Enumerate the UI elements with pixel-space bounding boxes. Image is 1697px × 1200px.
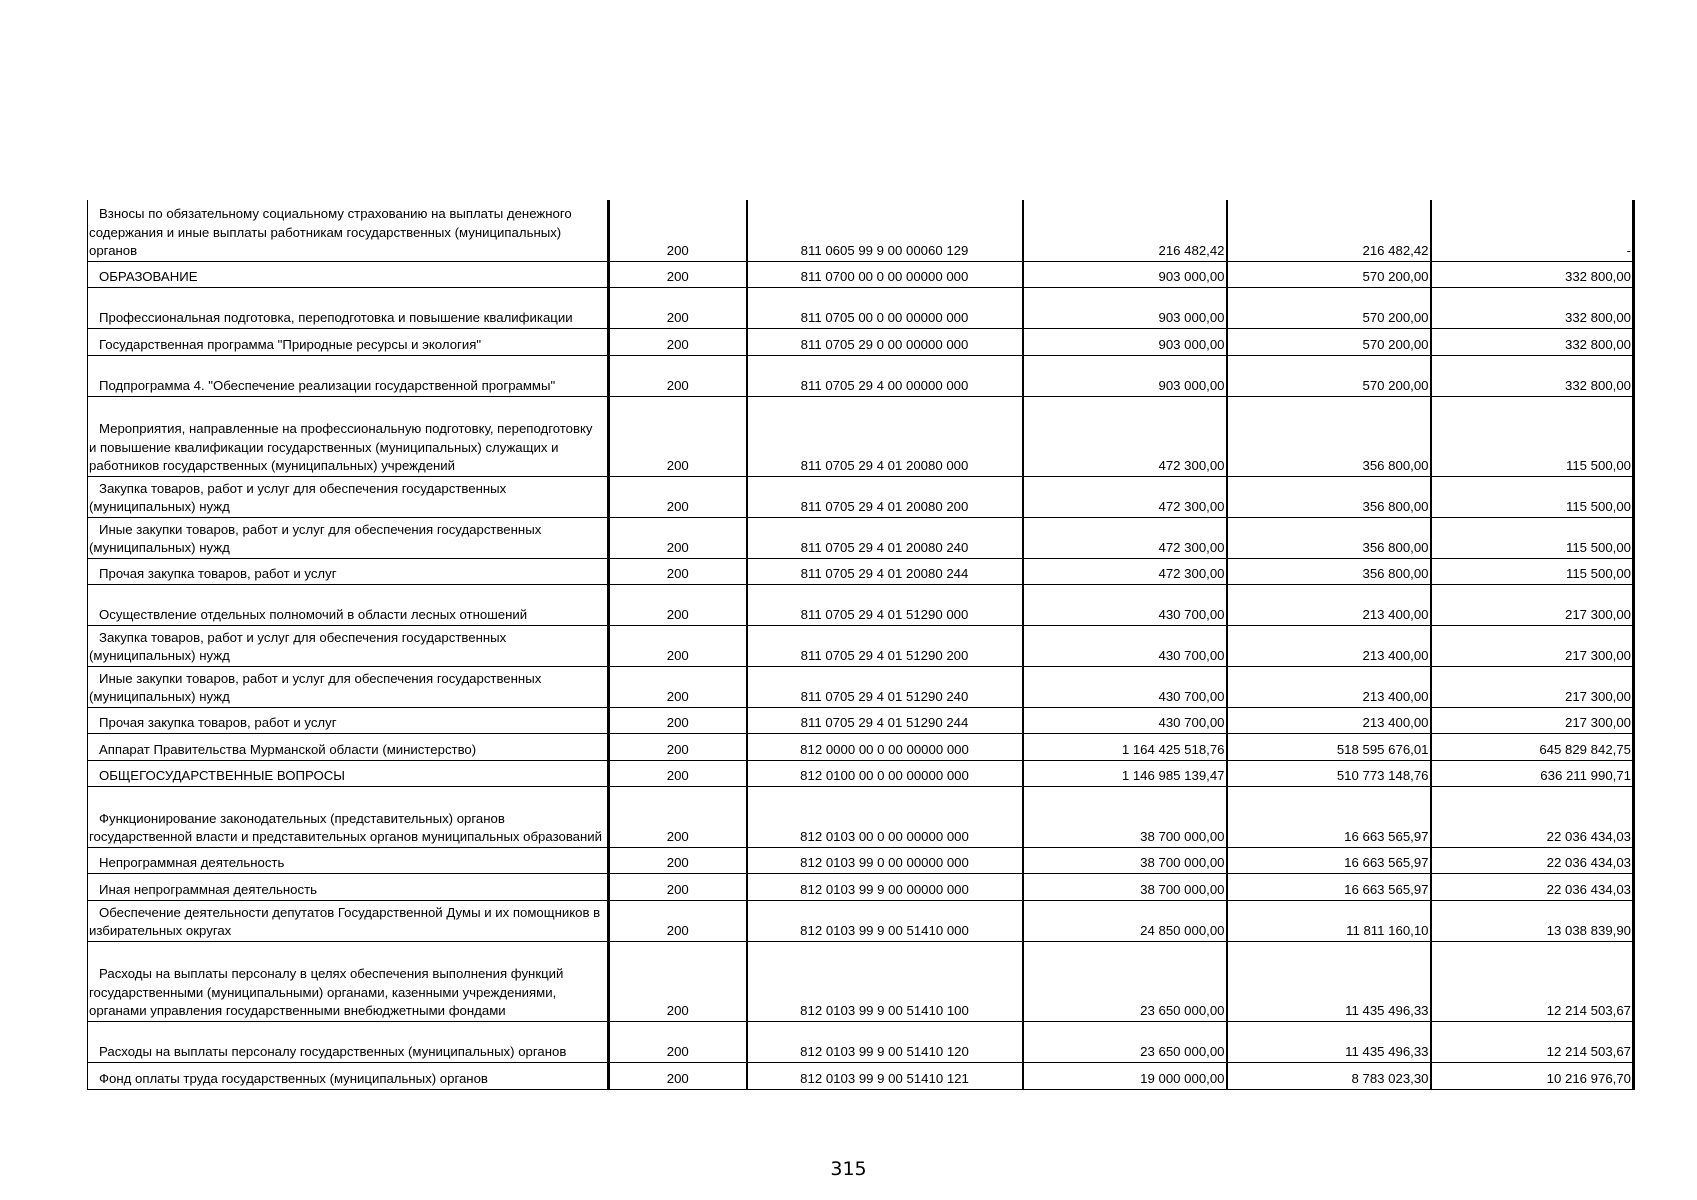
row-approved-cell: 216 482,42 (1023, 200, 1227, 261)
row-budget-code-cell: 811 0705 29 4 01 51290 240 (747, 666, 1023, 707)
row-budget-code-cell: 811 0705 29 4 01 20080 000 (747, 396, 1023, 476)
row-name-text: Расходы на выплаты персоналу в целях обеспечения выполнения функций государственными (муниципальными) органами, казенными учреждениями, органами управления государственными внебюджетными фондами (89, 966, 564, 1018)
row-executed-cell: 570 200,00 (1227, 261, 1431, 287)
row-line-code-cell: 200 (609, 1062, 747, 1089)
row-name-text: Взносы по обязательному социальному страхованию на выплаты денежного содержания и иные выплаты работникам государственных (муниципальных) органов (89, 206, 572, 258)
row-unexecuted-cell: 332 800,00 (1431, 328, 1634, 355)
row-name-text: Функционирование законодательных (представительных) органов государственной власти и представительных органов муниципальных образований (89, 810, 603, 844)
row-approved-cell: 24 850 000,00 (1023, 900, 1227, 941)
row-name-text: Непрограммная деятельность (99, 855, 285, 870)
table-row (88, 558, 1634, 584)
row-executed-cell: 570 200,00 (1227, 287, 1431, 328)
row-name-text: Мероприятия, направленные на профессиональную подготовку, переподготовку и повышение квалификации государственных (муниципальных) служащих и работников государственных (муниципальных) учреждений (89, 421, 593, 473)
row-budget-code-cell: 811 0705 00 0 00 00000 000 (747, 287, 1023, 328)
row-name-text: Прочая закупка товаров, работ и услуг (99, 566, 337, 581)
row-executed-cell: 213 400,00 (1227, 584, 1431, 625)
row-line-code-cell: 200 (609, 941, 747, 1021)
row-approved-cell: 903 000,00 (1023, 261, 1227, 287)
table-row (88, 396, 1634, 476)
table-row (88, 900, 1634, 941)
row-executed-cell: 213 400,00 (1227, 666, 1431, 707)
row-approved-cell: 1 164 425 518,76 (1023, 733, 1227, 760)
row-unexecuted-cell: 13 038 839,90 (1431, 900, 1634, 941)
table-row (88, 287, 1634, 328)
row-line-code-cell: 200 (609, 287, 747, 328)
row-name-cell (88, 707, 609, 733)
row-line-code-cell: 200 (609, 873, 747, 900)
row-line-code-cell: 200 (609, 786, 747, 847)
table-row (88, 200, 1634, 261)
row-executed-cell: 356 800,00 (1227, 396, 1431, 476)
row-approved-cell: 38 700 000,00 (1023, 873, 1227, 900)
row-executed-cell: 11 435 496,33 (1227, 941, 1431, 1021)
row-unexecuted-cell: 217 300,00 (1431, 707, 1634, 733)
row-name-cell (88, 786, 609, 847)
row-executed-cell: 356 800,00 (1227, 476, 1431, 517)
row-name-cell (88, 1021, 609, 1062)
row-approved-cell: 903 000,00 (1023, 287, 1227, 328)
table-row (88, 584, 1634, 625)
row-unexecuted-cell: 217 300,00 (1431, 625, 1634, 666)
row-executed-cell: 510 773 148,76 (1227, 760, 1431, 786)
row-line-code-cell: 200 (609, 760, 747, 786)
row-unexecuted-cell: 22 036 434,03 (1431, 847, 1634, 873)
row-budget-code-cell: 812 0100 00 0 00 00000 000 (747, 760, 1023, 786)
row-name-text: Закупка товаров, работ и услуг для обеспечения государственных (муниципальных) нужд (89, 480, 507, 514)
row-approved-cell: 1 146 985 139,47 (1023, 760, 1227, 786)
row-unexecuted-cell: - (1431, 200, 1634, 261)
row-line-code-cell: 200 (609, 584, 747, 625)
table-row (88, 941, 1634, 1021)
row-name-text: Аппарат Правительства Мурманской области (министерство) (99, 742, 477, 757)
row-name-cell (88, 517, 609, 558)
row-name-cell (88, 287, 609, 328)
row-budget-code-cell: 812 0103 99 9 00 00000 000 (747, 873, 1023, 900)
table-row (88, 847, 1634, 873)
row-budget-code-cell: 811 0705 29 4 01 20080 200 (747, 476, 1023, 517)
row-unexecuted-cell: 22 036 434,03 (1431, 873, 1634, 900)
row-budget-code-cell: 811 0705 29 4 01 51290 244 (747, 707, 1023, 733)
row-unexecuted-cell: 115 500,00 (1431, 476, 1634, 517)
row-approved-cell: 19 000 000,00 (1023, 1062, 1227, 1089)
row-line-code-cell: 200 (609, 707, 747, 733)
row-unexecuted-cell: 332 800,00 (1431, 287, 1634, 328)
table-row (88, 733, 1634, 760)
row-executed-cell: 8 783 023,30 (1227, 1062, 1431, 1089)
row-name-cell (88, 666, 609, 707)
row-unexecuted-cell: 12 214 503,67 (1431, 1021, 1634, 1062)
row-unexecuted-cell: 332 800,00 (1431, 261, 1634, 287)
row-name-text: Подпрограмма 4. "Обеспечение реализации государственной программы" (99, 378, 556, 393)
row-budget-code-cell: 811 0705 29 4 01 51290 200 (747, 625, 1023, 666)
row-name-cell (88, 200, 609, 261)
row-unexecuted-cell: 645 829 842,75 (1431, 733, 1634, 760)
row-name-cell (88, 847, 609, 873)
table-row (88, 261, 1634, 287)
row-name-text: Иные закупки товаров, работ и услуг для обеспечения государственных (муниципальных) нужд (89, 670, 542, 704)
row-executed-cell: 11 811 160,10 (1227, 900, 1431, 941)
row-executed-cell: 16 663 565,97 (1227, 847, 1431, 873)
row-unexecuted-cell: 115 500,00 (1431, 396, 1634, 476)
row-unexecuted-cell: 217 300,00 (1431, 666, 1634, 707)
row-line-code-cell: 200 (609, 1021, 747, 1062)
row-executed-cell: 356 800,00 (1227, 517, 1431, 558)
row-name-cell (88, 328, 609, 355)
table-row (88, 786, 1634, 847)
row-line-code-cell: 200 (609, 666, 747, 707)
row-line-code-cell: 200 (609, 200, 747, 261)
row-executed-cell: 11 435 496,33 (1227, 1021, 1431, 1062)
row-name-cell (88, 558, 609, 584)
row-line-code-cell: 200 (609, 261, 747, 287)
row-budget-code-cell: 812 0000 00 0 00 00000 000 (747, 733, 1023, 760)
row-name-cell (88, 476, 609, 517)
table-row (88, 517, 1634, 558)
row-budget-code-cell: 812 0103 99 9 00 51410 000 (747, 900, 1023, 941)
row-executed-cell: 570 200,00 (1227, 355, 1431, 396)
row-unexecuted-cell: 332 800,00 (1431, 355, 1634, 396)
row-approved-cell: 903 000,00 (1023, 355, 1227, 396)
row-name-cell (88, 584, 609, 625)
table-row (88, 476, 1634, 517)
row-budget-code-cell: 811 0705 29 4 01 51290 000 (747, 584, 1023, 625)
table-row (88, 1021, 1634, 1062)
row-line-code-cell: 200 (609, 517, 747, 558)
row-budget-code-cell: 812 0103 99 0 00 00000 000 (747, 847, 1023, 873)
row-name-text: Иные закупки товаров, работ и услуг для обеспечения государственных (муниципальных) нужд (89, 521, 542, 555)
row-name-cell (88, 625, 609, 666)
row-name-cell (88, 733, 609, 760)
budget-execution-table (87, 200, 1635, 1090)
row-name-cell (88, 355, 609, 396)
row-unexecuted-cell: 115 500,00 (1431, 517, 1634, 558)
row-approved-cell: 430 700,00 (1023, 584, 1227, 625)
row-unexecuted-cell: 217 300,00 (1431, 584, 1634, 625)
row-executed-cell: 570 200,00 (1227, 328, 1431, 355)
budget-table-container (87, 200, 1633, 1090)
row-approved-cell: 38 700 000,00 (1023, 786, 1227, 847)
row-approved-cell: 472 300,00 (1023, 558, 1227, 584)
row-budget-code-cell: 812 0103 99 9 00 51410 121 (747, 1062, 1023, 1089)
row-approved-cell: 430 700,00 (1023, 707, 1227, 733)
table-row (88, 1062, 1634, 1089)
row-budget-code-cell: 811 0705 29 0 00 00000 000 (747, 328, 1023, 355)
row-budget-code-cell: 812 0103 99 9 00 51410 120 (747, 1021, 1023, 1062)
row-name-text: Фонд оплаты труда государственных (муниципальных) органов (99, 1071, 488, 1086)
row-name-cell (88, 760, 609, 786)
page-number: 315 (830, 1158, 867, 1180)
row-executed-cell: 216 482,42 (1227, 200, 1431, 261)
row-approved-cell: 430 700,00 (1023, 625, 1227, 666)
row-approved-cell: 903 000,00 (1023, 328, 1227, 355)
row-budget-code-cell: 811 0605 99 9 00 00060 129 (747, 200, 1023, 261)
row-budget-code-cell: 811 0705 29 4 01 20080 240 (747, 517, 1023, 558)
row-name-cell (88, 396, 609, 476)
row-executed-cell: 213 400,00 (1227, 707, 1431, 733)
row-approved-cell: 472 300,00 (1023, 396, 1227, 476)
row-name-text: ОБЩЕГОСУДАРСТВЕННЫЕ ВОПРОСЫ (99, 768, 345, 783)
row-approved-cell: 23 650 000,00 (1023, 1021, 1227, 1062)
row-approved-cell: 472 300,00 (1023, 517, 1227, 558)
row-name-cell (88, 261, 609, 287)
row-line-code-cell: 200 (609, 558, 747, 584)
row-line-code-cell: 200 (609, 847, 747, 873)
row-unexecuted-cell: 22 036 434,03 (1431, 786, 1634, 847)
row-budget-code-cell: 811 0700 00 0 00 00000 000 (747, 261, 1023, 287)
row-line-code-cell: 200 (609, 396, 747, 476)
row-line-code-cell: 200 (609, 328, 747, 355)
row-name-text: Профессиональная подготовка, переподготовка и повышение квалификации (99, 310, 573, 325)
row-budget-code-cell: 811 0705 29 4 01 20080 244 (747, 558, 1023, 584)
row-budget-code-cell: 812 0103 00 0 00 00000 000 (747, 786, 1023, 847)
row-unexecuted-cell: 12 214 503,67 (1431, 941, 1634, 1021)
table-row (88, 760, 1634, 786)
row-unexecuted-cell: 636 211 990,71 (1431, 760, 1634, 786)
row-name-text: Государственная программа "Природные ресурсы и экология" (99, 337, 482, 352)
row-name-cell (88, 1062, 609, 1089)
row-name-cell (88, 941, 609, 1021)
row-name-cell (88, 873, 609, 900)
row-executed-cell: 16 663 565,97 (1227, 786, 1431, 847)
row-line-code-cell: 200 (609, 733, 747, 760)
row-unexecuted-cell: 10 216 976,70 (1431, 1062, 1634, 1089)
row-executed-cell: 16 663 565,97 (1227, 873, 1431, 900)
row-name-text: Прочая закупка товаров, работ и услуг (99, 715, 337, 730)
row-executed-cell: 518 595 676,01 (1227, 733, 1431, 760)
row-approved-cell: 38 700 000,00 (1023, 847, 1227, 873)
table-body (88, 200, 1634, 1089)
table-row (88, 328, 1634, 355)
row-name-text: Обеспечение деятельности депутатов Государственной Думы и их помощников в избирательных округах (89, 904, 601, 938)
row-approved-cell: 472 300,00 (1023, 476, 1227, 517)
row-executed-cell: 213 400,00 (1227, 625, 1431, 666)
row-approved-cell: 23 650 000,00 (1023, 941, 1227, 1021)
table-row (88, 873, 1634, 900)
row-unexecuted-cell: 115 500,00 (1431, 558, 1634, 584)
row-name-text: Расходы на выплаты персоналу государственных (муниципальных) органов (99, 1044, 567, 1059)
row-executed-cell: 356 800,00 (1227, 558, 1431, 584)
row-budget-code-cell: 811 0705 29 4 00 00000 000 (747, 355, 1023, 396)
row-name-text: Осуществление отдельных полномочий в области лесных отношений (99, 607, 528, 622)
row-name-text: Иная непрограммная деятельность (99, 882, 318, 897)
row-line-code-cell: 200 (609, 476, 747, 517)
row-name-cell (88, 900, 609, 941)
row-line-code-cell: 200 (609, 625, 747, 666)
row-line-code-cell: 200 (609, 900, 747, 941)
row-approved-cell: 430 700,00 (1023, 666, 1227, 707)
table-row (88, 355, 1634, 396)
table-row (88, 666, 1634, 707)
table-row (88, 707, 1634, 733)
row-budget-code-cell: 812 0103 99 9 00 51410 100 (747, 941, 1023, 1021)
row-name-text: Закупка товаров, работ и услуг для обеспечения государственных (муниципальных) нужд (89, 629, 507, 663)
table-row (88, 625, 1634, 666)
row-name-text: ОБРАЗОВАНИЕ (99, 269, 198, 284)
row-line-code-cell: 200 (609, 355, 747, 396)
